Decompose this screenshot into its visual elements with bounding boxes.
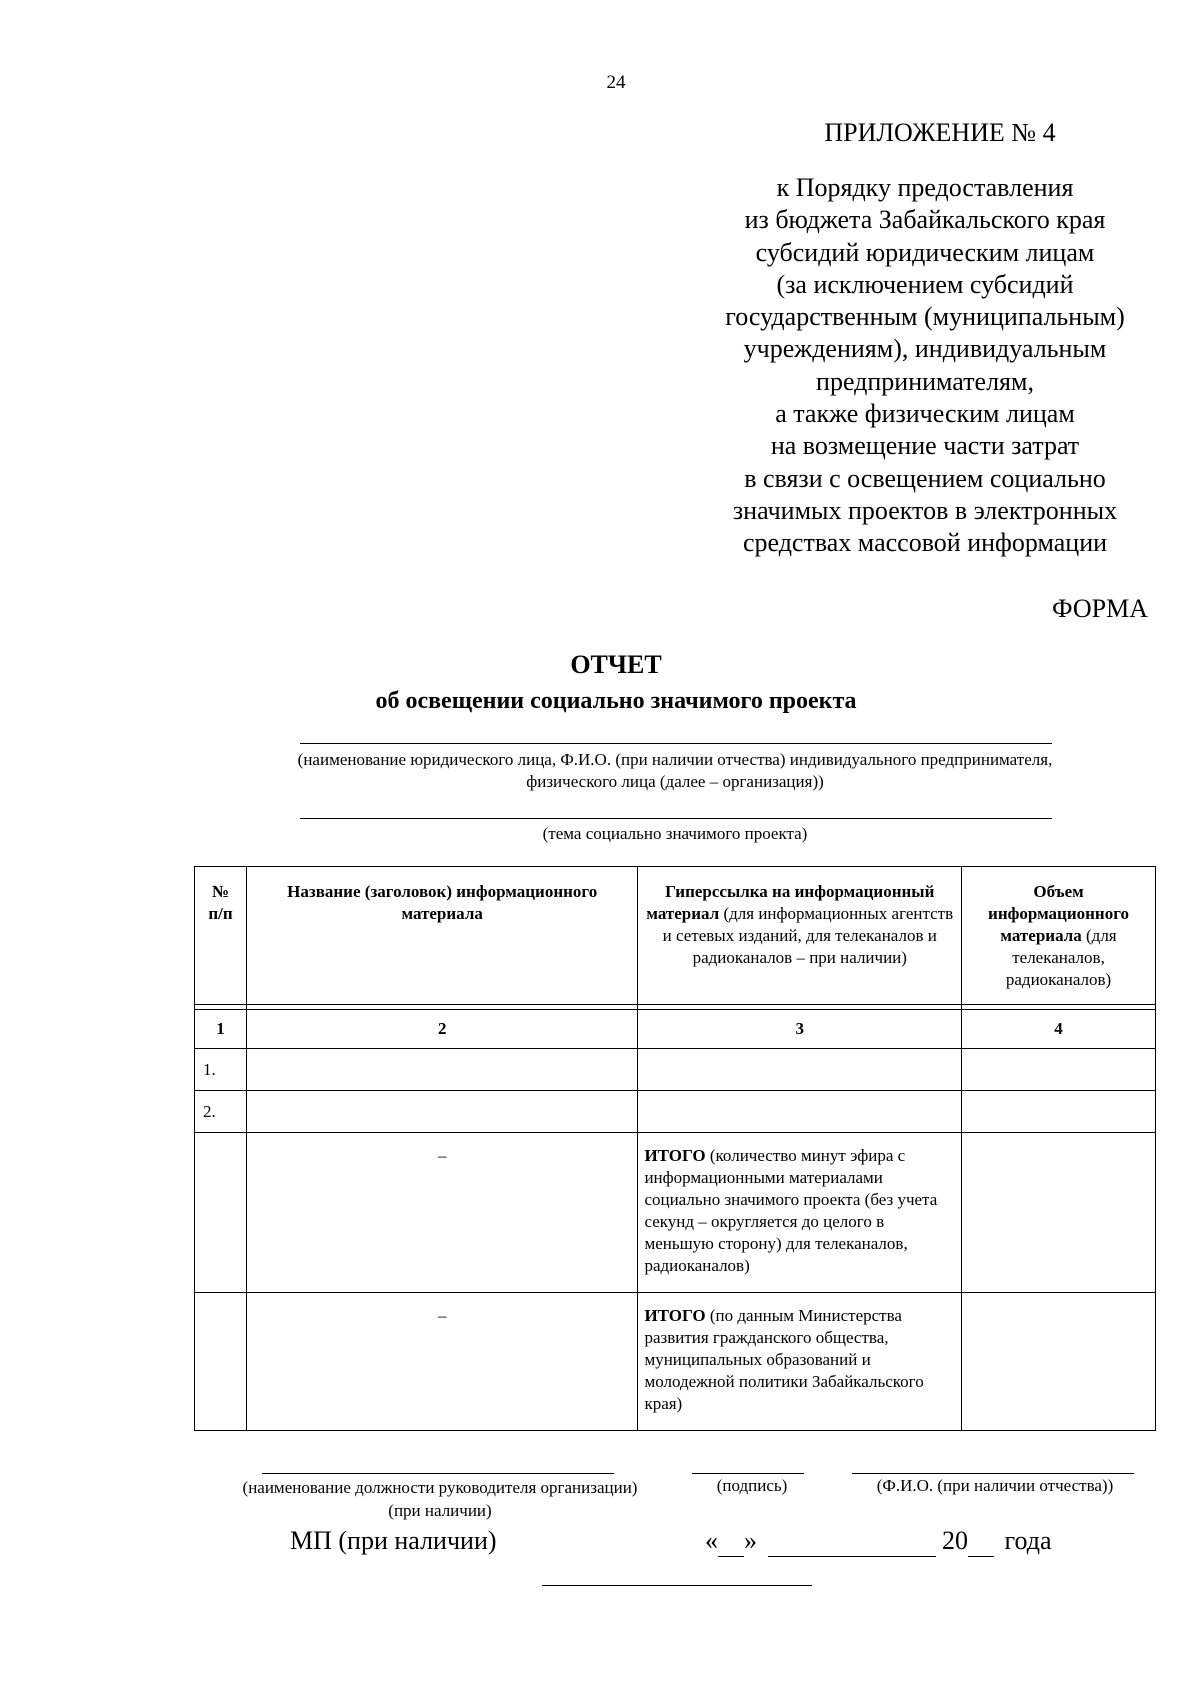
quote-open: « (705, 1526, 718, 1555)
report-table (194, 866, 1156, 1431)
organization-caption-line: физического лица (далее – организация)) (526, 772, 824, 791)
header-volume (962, 867, 1156, 1005)
bottom-separator (542, 1585, 812, 1586)
position-caption-line: (наименование должности руководителя организации) (242, 1478, 638, 1497)
stamp-label: МП (при наличии) (290, 1526, 497, 1555)
page-number: 24 (606, 72, 626, 93)
appendix-title: ПРИЛОЖЕНИЕ № 4 (824, 118, 1056, 147)
appendix-line: предпринимателям, (816, 366, 1034, 396)
total-airtime-description (638, 1133, 962, 1293)
table-header-row (195, 867, 1156, 1005)
position-caption (190, 1476, 690, 1522)
total-airtime-text: (количество минут эфира с информационными материалами социально значимого проекта (без учета секунд – округляется до целого в меньшую сторону) для телеканалов, радиоканалов) (644, 1146, 938, 1275)
total-airtime-row (195, 1133, 1156, 1293)
title-cell[interactable] (246, 1049, 637, 1091)
full-name-field[interactable] (852, 1473, 1134, 1474)
header-hyperlink-note: (для информационных агентств и сетевых изданий, для телеканалов и радиоканалов – при наличии) (662, 904, 954, 967)
column-numbers-row (195, 1010, 1156, 1049)
header-number (195, 867, 247, 1005)
hyperlink-cell[interactable] (638, 1049, 962, 1091)
total-ministry-text: (по данным Министерства развития гражданского общества, муниципальных образований и молодежной политики Забайкальского края) (644, 1306, 924, 1413)
column-number: 2 (246, 1010, 637, 1049)
row-number (195, 1293, 247, 1431)
total-label: ИТОГО (644, 1146, 706, 1165)
appendix-line: из бюджета Забайкальского края (744, 205, 1106, 235)
table-row (195, 1091, 1156, 1133)
row-number (195, 1133, 247, 1293)
total-airtime-value[interactable] (962, 1133, 1156, 1293)
position-caption-line: (при наличии) (388, 1501, 492, 1520)
header-number-sign: № (211, 882, 230, 901)
year-field[interactable] (968, 1526, 994, 1557)
year-suffix: года (1004, 1526, 1052, 1555)
appendix-line: к Порядку предоставления (776, 173, 1074, 202)
appendix-line: учреждениям), индивидуальным (743, 334, 1107, 364)
signature-caption: (подпись) (716, 1476, 788, 1495)
column-number: 1 (195, 1010, 247, 1049)
quote-close: » (744, 1526, 757, 1555)
appendix-text (680, 172, 1170, 560)
project-topic-field[interactable] (300, 818, 1052, 819)
column-number: 4 (962, 1010, 1156, 1049)
total-dash: – (246, 1133, 637, 1293)
volume-cell[interactable] (962, 1049, 1156, 1091)
column-number: 3 (638, 1010, 962, 1049)
total-dash: – (246, 1293, 637, 1431)
report-subtitle: об освещении социально значимого проекта (375, 688, 857, 714)
project-topic-caption: (тема социально значимого проекта) (542, 824, 808, 843)
header-volume-title: Объем информационного материала (988, 882, 1130, 945)
total-label: ИТОГО (644, 1306, 706, 1325)
table-row (195, 1049, 1156, 1091)
day-field[interactable] (718, 1526, 744, 1557)
form-label: ФОРМА (1052, 594, 1148, 623)
row-number: 2. (195, 1091, 247, 1133)
appendix-line: субсидий юридическим лицам (755, 237, 1095, 267)
total-ministry-description (638, 1293, 962, 1431)
header-number-abbr: п/п (208, 904, 233, 923)
signature-field[interactable] (692, 1473, 804, 1474)
volume-cell[interactable] (962, 1091, 1156, 1133)
full-name-caption: (Ф.И.О. (при наличии отчества)) (876, 1476, 1114, 1495)
date-line (705, 1526, 1052, 1557)
appendix-line: средствах массовой информации (742, 528, 1108, 558)
year-prefix: 20 (942, 1526, 968, 1555)
report-title: ОТЧЕТ (570, 650, 662, 679)
title-cell[interactable] (246, 1091, 637, 1133)
header-volume-note: (для телеканалов, радиоканалов) (1005, 926, 1117, 989)
organization-caption (130, 749, 1200, 793)
month-field[interactable] (768, 1526, 936, 1557)
total-ministry-row (195, 1293, 1156, 1431)
row-number: 1. (195, 1049, 247, 1091)
header-title: Название (заголовок) информационного материала (246, 867, 637, 1005)
appendix-line: в связи с освещением социально (744, 463, 1106, 493)
appendix-line: (за исключением субсидий (776, 269, 1074, 299)
appendix-line: а также физическим лицам (775, 399, 1075, 429)
organization-caption-line: (наименование юридического лица, Ф.И.О. (при наличии отчества) индивидуального предпринимателя, (297, 750, 1053, 769)
organization-field[interactable] (300, 743, 1052, 744)
hyperlink-cell[interactable] (638, 1091, 962, 1133)
header-hyperlink-title: Гиперссылка на информационный материал (646, 882, 935, 923)
appendix-line: государственным (муниципальным) (725, 302, 1125, 332)
appendix-line: на возмещение части затрат (770, 431, 1080, 461)
header-hyperlink (638, 867, 962, 1005)
position-field[interactable] (262, 1473, 614, 1474)
total-ministry-value[interactable] (962, 1293, 1156, 1431)
appendix-line: значимых проектов в электронных (732, 495, 1118, 525)
